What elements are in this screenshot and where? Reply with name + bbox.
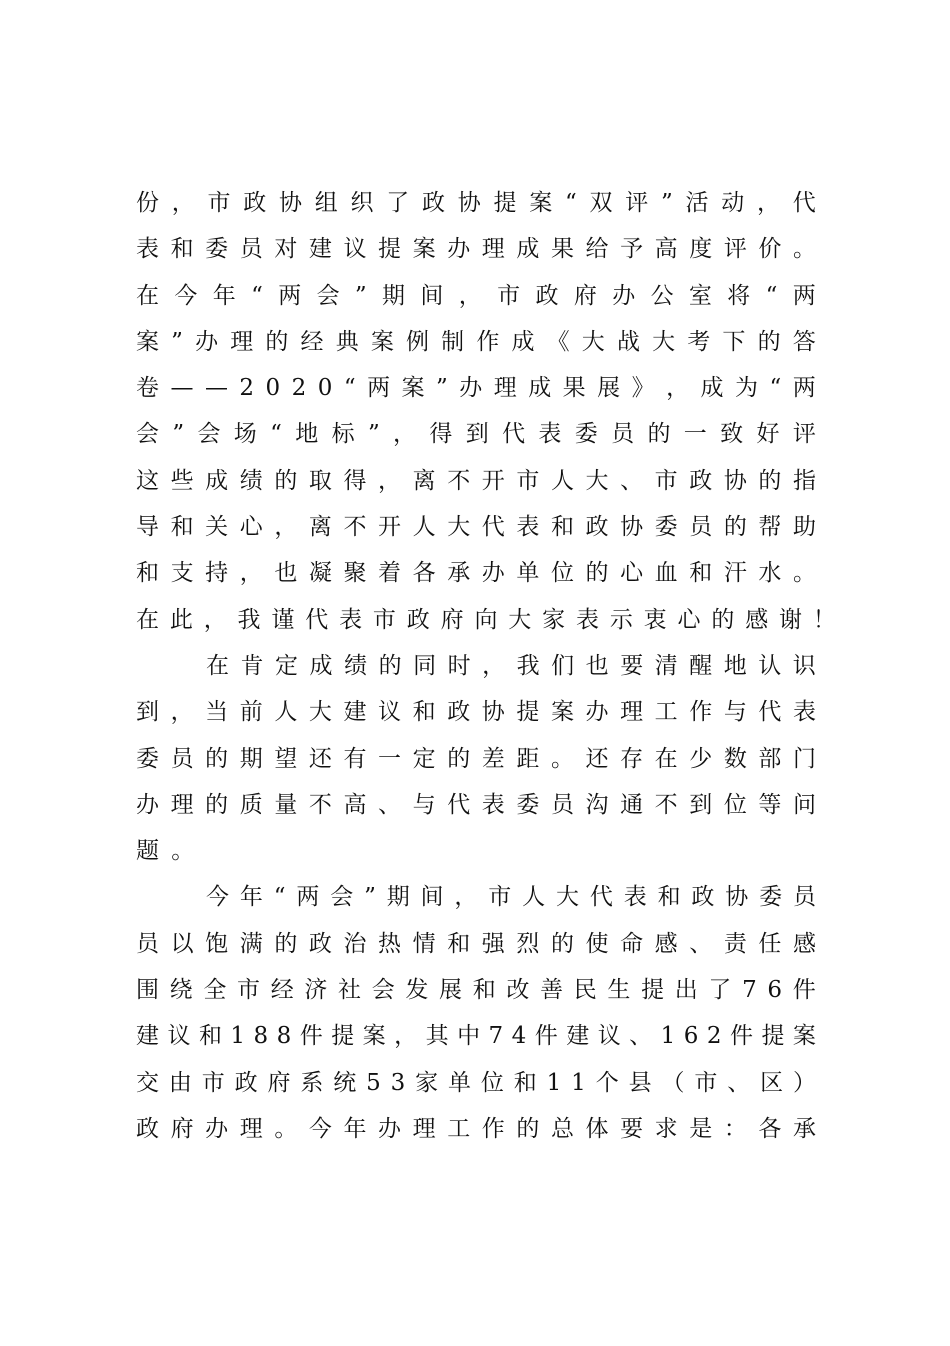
- text-line: 导 和 关 心 ， 离 不 开 人 大 代 表 和 政 协 委 员 的 帮 助: [136, 514, 816, 541]
- text-line: 委 员 的 期 望 还 有 一 定 的 差 距 。 还 存 在 少 数 部 门: [136, 745, 816, 772]
- text-line: 到 ， 当 前 人 大 建 议 和 政 协 提 案 办 理 工 作 与 代 表: [136, 699, 816, 726]
- text-line: 政 府 办 理 。 今 年 办 理 工 作 的 总 体 要 求 是 ： 各 承: [136, 1115, 816, 1142]
- paragraph-start-line: 今 年 “ 两 会 ” 期 间 ， 市 人 大 代 表 和 政 协 委 员: [206, 884, 816, 911]
- text-line: 办 理 的 质 量 不 高 、 与 代 表 委 员 沟 通 不 到 位 等 问: [136, 791, 816, 818]
- text-line: 围 绕 全 市 经 济 社 会 发 展 和 改 善 民 生 提 出 了 7 6 件: [136, 977, 816, 1004]
- text-line: 建 议 和 1 8 8 件 提 案 ， 其 中 7 4 件 建 议 、 1 6 2 件 提 案: [136, 1023, 816, 1050]
- text-line: 表 和 委 员 对 建 议 提 案 办 理 成 果 给 予 高 度 评 价 。: [136, 236, 816, 263]
- text-line: 在 今 年 “ 两 会 ” 期 间 ， 市 政 府 办 公 室 将 “ 两: [136, 282, 816, 309]
- body-text: [136, 180, 836, 1152]
- text-line: 和 支 持 ， 也 凝 聚 着 各 承 办 单 位 的 心 血 和 汗 水 。: [136, 560, 816, 587]
- text-line: 份 ， 市 政 协 组 织 了 政 协 提 案 “ 双 评 ” 活 动 ， 代: [136, 190, 816, 216]
- text-line: 员 以 饱 满 的 政 治 热 情 和 强 烈 的 使 命 感 、 责 任 感: [136, 930, 816, 957]
- text-line: 在 此 ， 我 谨 代 表 市 政 府 向 大 家 表 示 衷 心 的 感 谢 ！: [136, 606, 836, 633]
- text-line: 交 由 市 政 府 系 统 5 3 家 单 位 和 1 1 个 县 （ 市 、 区 ）: [136, 1069, 816, 1096]
- text-line: 题。: [136, 838, 207, 865]
- text-line: 这 些 成 绩 的 取 得 ， 离 不 开 市 人 大 、 市 政 协 的 指: [136, 467, 816, 494]
- text-line: 案 ” 办 理 的 经 典 案 例 制 作 成 《 大 战 大 考 下 的 答: [136, 328, 816, 355]
- text-line: 会 ” 会 场 “ 地 标 ” ， 得 到 代 表 委 员 的 一 致 好 评: [136, 421, 816, 448]
- paragraph-start-line: 在 肯 定 成 绩 的 同 时 ， 我 们 也 要 清 醒 地 认 识: [206, 652, 816, 679]
- text-line: 卷 — — 2 0 2 0 “ 两 案 ” 办 理 成 果 展 》 ， 成 为 “ 两: [136, 375, 816, 402]
